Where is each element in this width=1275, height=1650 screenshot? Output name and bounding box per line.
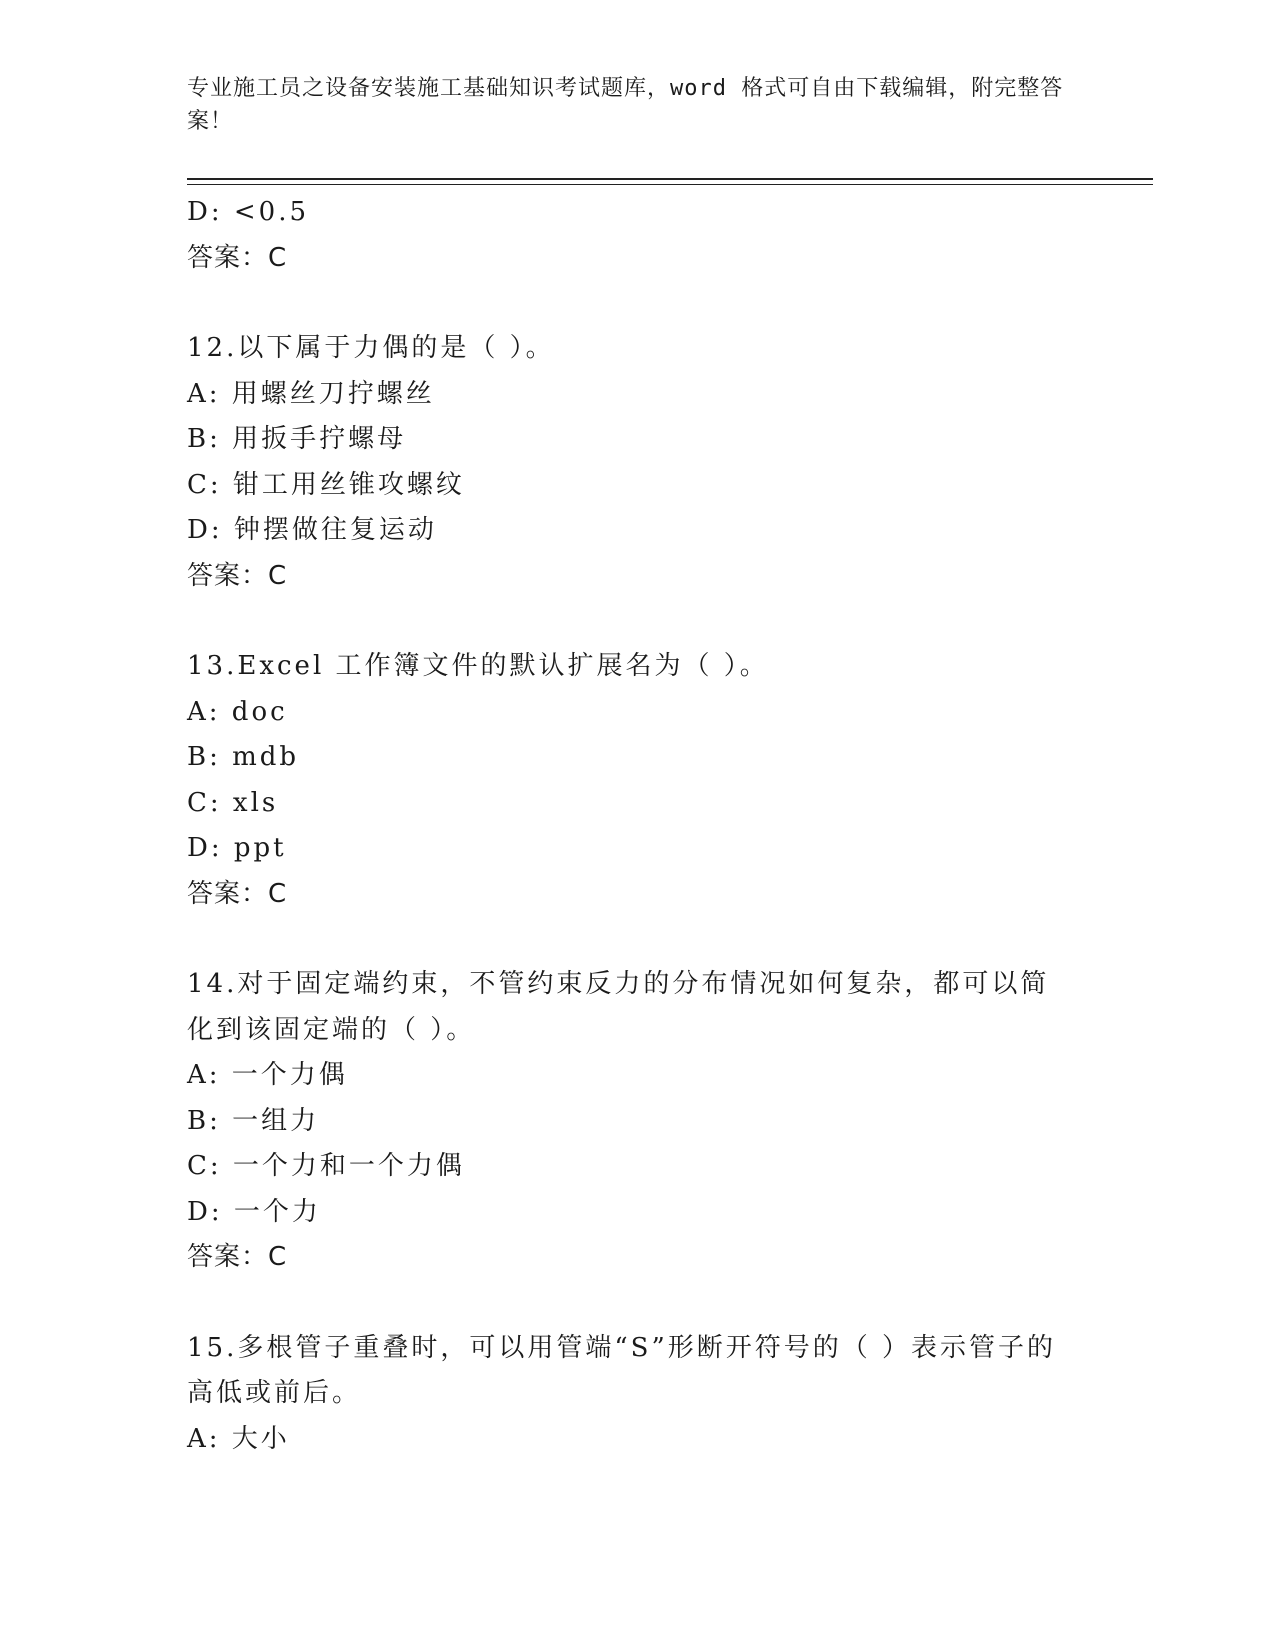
question-text: 15.多根管子重叠时，可以用管端“S”形断开符号的（ ）表示管子的高低或前后。	[187, 1332, 1057, 1408]
header-divider	[187, 178, 1153, 185]
spacer	[187, 599, 1087, 644]
option-b: B: 用扳手拧螺母	[187, 424, 407, 454]
option-c: C: xls	[187, 787, 279, 818]
option-d: D: 钟摆做往复运动	[187, 515, 437, 545]
spacer	[187, 917, 1087, 962]
option-d: D: ppt	[187, 833, 287, 863]
answer-line: 答案：C	[187, 878, 288, 909]
option-a: A: 用螺丝刀拧螺丝	[187, 378, 435, 409]
option-a: A: 大小	[187, 1423, 290, 1454]
answer-line: 答案：C	[187, 242, 288, 273]
question-text: 14.对于固定端约束，不管约束反力的分布情况如何复杂，都可以简化到该固定端的（ ）。	[187, 969, 1050, 1045]
option-d: D: <0.5	[187, 197, 310, 227]
question-block	[187, 962, 1087, 1281]
question-text: 13.Excel 工作簿文件的默认扩展名为（ ）。	[187, 651, 769, 681]
question-text: 12.以下属于力偶的是（ ）。	[187, 333, 555, 363]
question-block	[187, 644, 1087, 917]
option-b: B: 一组力	[187, 1105, 320, 1136]
option-c: C: 钳工用丝锥攻螺纹	[187, 469, 465, 500]
question-block	[187, 326, 1087, 599]
option-c: C: 一个力和一个力偶	[187, 1151, 465, 1181]
document-header	[187, 72, 1067, 138]
option-d: D: 一个力	[187, 1196, 321, 1227]
question-block	[187, 1326, 1087, 1463]
header-title: 专业施工员之设备安装施工基础知识考试题库，word 格式可自由下载编辑，附完整答案！	[187, 76, 1064, 134]
document-body	[187, 190, 1087, 1462]
option-a: A: doc	[187, 696, 288, 727]
answer-line: 答案：C	[187, 1242, 288, 1272]
spacer	[187, 1281, 1087, 1326]
option-a: A: 一个力偶	[187, 1060, 348, 1090]
spacer	[187, 281, 1087, 326]
option-b: B: mdb	[187, 742, 300, 772]
answer-line: 答案：C	[187, 560, 288, 591]
